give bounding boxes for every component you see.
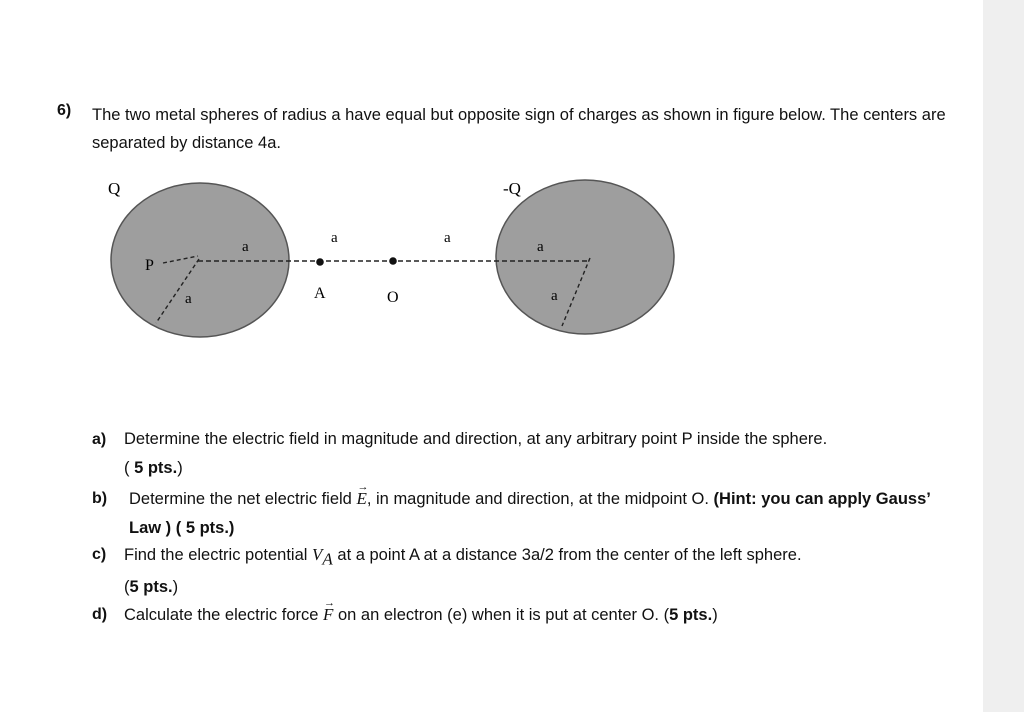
point-o-label: O: [387, 289, 399, 306]
point-a-dot: [316, 258, 324, 266]
question-letter: a): [92, 431, 107, 448]
question-text-mid: on an electron (e) when it is put at center O. (: [333, 606, 670, 624]
question-text-pre: Calculate the electric force: [124, 606, 324, 624]
problem-number: 6): [57, 102, 72, 119]
point-o-dot: [389, 257, 397, 265]
question-text-pre: Determine the net electric field: [129, 490, 357, 508]
question-text-mid: , in magnitude and direction, at the midpoint O.: [366, 490, 714, 508]
electric-field-symbol: → E: [356, 484, 366, 513]
question-c: [0, 540, 983, 600]
left-sphere: [111, 183, 289, 337]
right-charge-label: -Q: [503, 179, 521, 198]
points-value: 5 pts.: [669, 606, 713, 624]
label-a-gap-left: a: [331, 230, 338, 246]
question-text-mid: at a point A at a distance 3a/2 from the center of the left sphere.: [332, 546, 802, 564]
points-close: ): [177, 459, 183, 477]
points-close: ): [172, 578, 179, 597]
right-sphere: [496, 180, 674, 334]
left-charge-label: Q: [108, 179, 121, 198]
question-b: [0, 484, 983, 544]
points-value: 5 pts.: [134, 459, 178, 477]
question-text-pre: Find the electric potential: [124, 546, 313, 564]
problem-statement: The two metal spheres of radius a have equal but opposite sign of charges as shown in figure below. The centers are separated by distance 4a.: [92, 106, 946, 152]
label-a-right-bottom: a: [551, 288, 558, 304]
point-a-label: A: [314, 285, 326, 302]
question-hint: (Hint: you can apply Gauss’ Law ) ( 5 pts.): [129, 490, 930, 537]
label-a-left-top: a: [242, 239, 249, 255]
question-text: Determine the electric field in magnitude and direction, at any arbitrary point P inside the sphere.: [124, 430, 828, 448]
points-open: (: [124, 578, 130, 597]
label-a-right-top: a: [537, 239, 544, 255]
points-close: ): [712, 606, 718, 624]
question-a: [0, 425, 983, 485]
point-p-label: P: [145, 257, 154, 274]
label-a-gap-right: a: [444, 230, 451, 246]
question-d: [0, 600, 983, 632]
question-letter: b): [92, 490, 108, 507]
force-symbol: → F: [323, 600, 333, 629]
points-open: (: [124, 459, 135, 477]
question-letter: c): [92, 546, 107, 563]
potential-subscript: A: [322, 549, 333, 569]
potential-symbol: V: [312, 545, 323, 564]
points-value: 5 pts.: [129, 578, 173, 597]
question-letter: d): [92, 606, 108, 623]
label-a-left-bottom: a: [185, 291, 192, 307]
